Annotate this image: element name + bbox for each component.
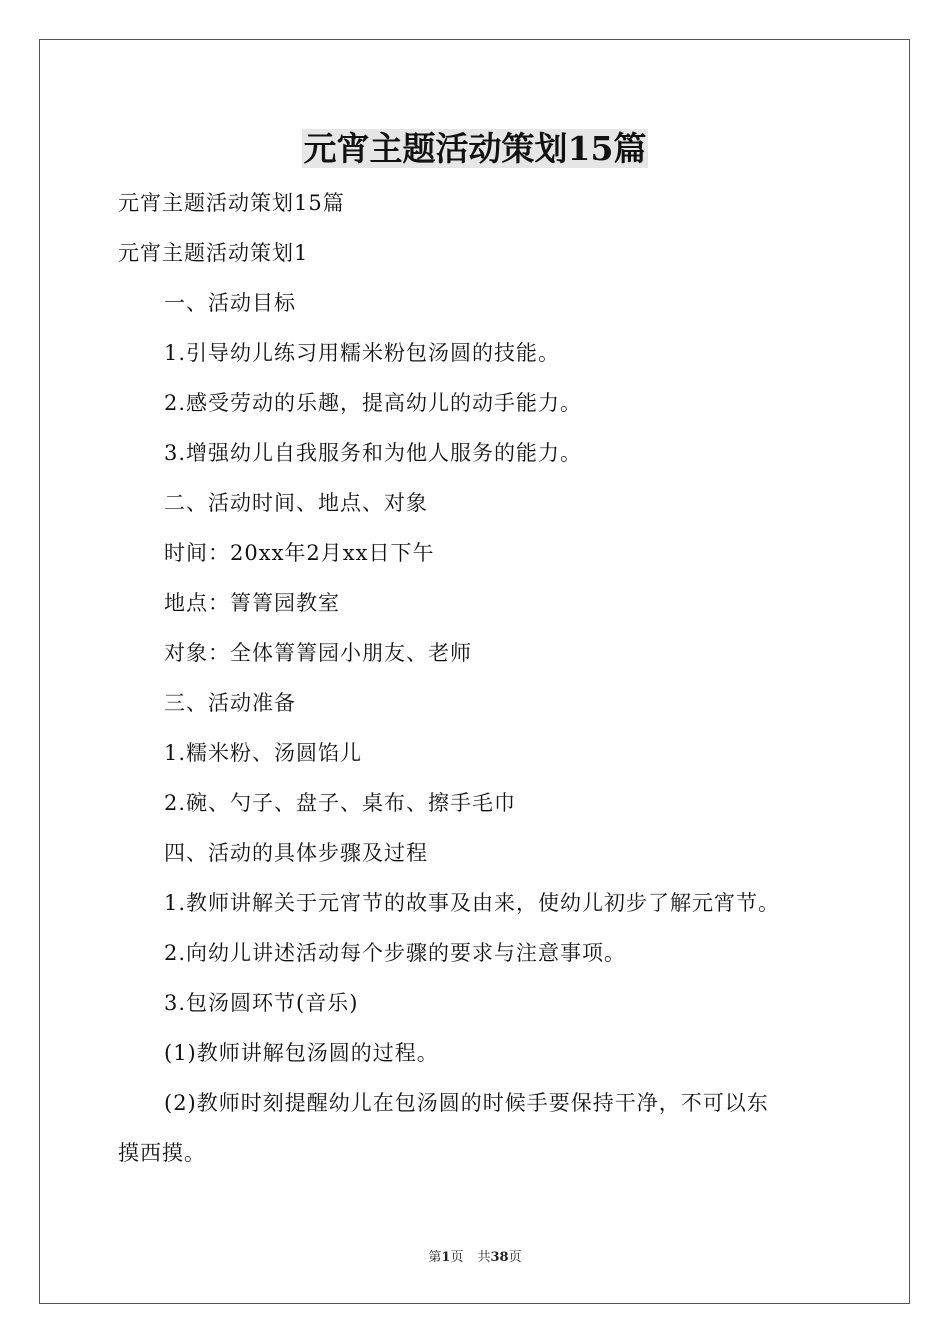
section-heading: 一、活动目标 — [164, 291, 296, 315]
page-number: 1 — [441, 1250, 451, 1265]
line-2: 摸西摸。 — [118, 1141, 206, 1165]
section-heading: 二、活动时间、地点、对象 — [164, 491, 428, 515]
list-item: 2.感受劳动的乐趣，提高幼儿的动手能力。 — [164, 391, 583, 415]
total-pages: 38 — [490, 1250, 509, 1265]
document-title: 元宵主题活动策划15篇 — [303, 129, 647, 168]
total-suffix: 页 — [508, 1250, 522, 1265]
list-item: 3.增强幼儿自我服务和为他人服务的能力。 — [164, 441, 583, 465]
list-item: 1.教师讲解关于元宵节的故事及由来，使幼儿初步了解元宵节。 — [164, 891, 781, 915]
page-footer — [0, 1246, 950, 1265]
paragraph: 地点：箐箐园教室 — [164, 591, 340, 615]
paragraph: 元宵主题活动策划15篇 — [118, 191, 345, 215]
list-item: 1.引导幼儿练习用糯米粉包汤圆的技能。 — [164, 341, 561, 365]
section-heading: 三、活动准备 — [164, 691, 296, 715]
list-item: 2.碗、勺子、盘子、桌布、擦手毛巾 — [164, 791, 517, 815]
page-suffix: 页 — [450, 1250, 464, 1265]
page-prefix: 第 — [428, 1250, 442, 1265]
line-1: (2)教师时刻提醒幼儿在包汤圆的时候手要保持干净，不可以东 — [164, 1091, 769, 1115]
paragraph: 时间：20xx年2月xx日下午 — [164, 541, 435, 565]
paragraph: 对象：全体箐箐园小朋友、老师 — [164, 641, 472, 665]
paragraph: 元宵主题活动策划1 — [118, 241, 309, 265]
list-item: 3.包汤圆环节(音乐) — [164, 991, 359, 1015]
list-item: 1.糯米粉、汤圆馅儿 — [164, 741, 363, 765]
list-item: 2.向幼儿讲述活动每个步骤的要求与注意事项。 — [164, 941, 627, 965]
section-heading: 四、活动的具体步骤及过程 — [164, 841, 428, 865]
total-prefix: 共 — [477, 1250, 491, 1265]
list-item: (1)教师讲解包汤圆的过程。 — [164, 1041, 439, 1065]
list-item — [118, 1078, 838, 1178]
document-body — [118, 178, 838, 1178]
